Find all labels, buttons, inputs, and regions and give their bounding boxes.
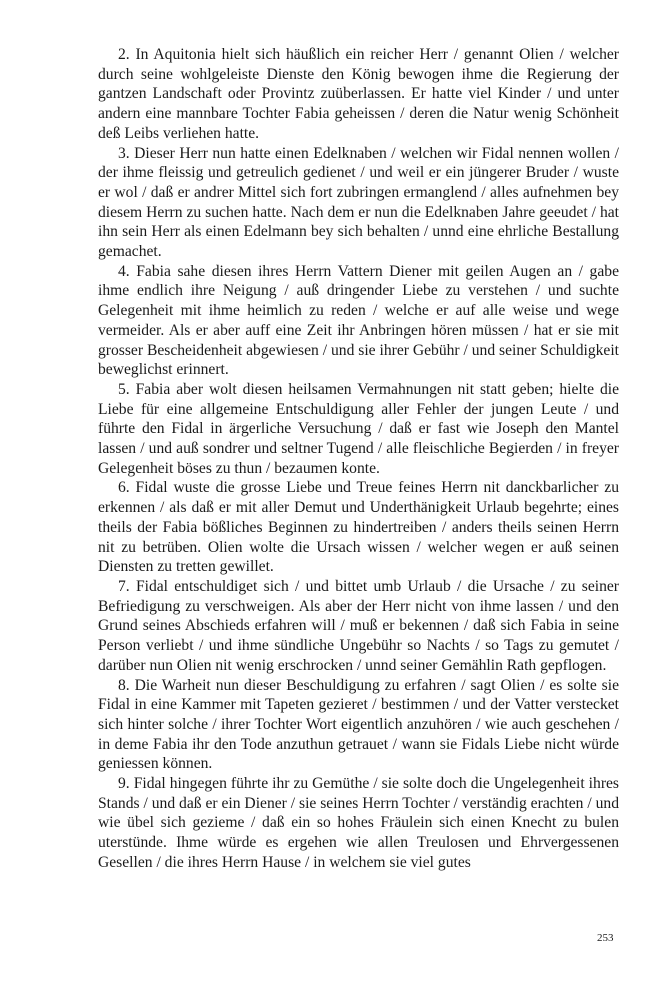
paragraph-3: 3. Dieser Herr nun hatte einen Edelknaben / welchen wir Fidal nennen wollen / der ihme fleissig und getreulich gedienet / und weil er ein jüngerer Bruder / wuste er wol / daß er andrer Mittel sich fort zubringen ermanglend / alles aufnehmen bey diesem Herrn zu suchen hatte. Nach dem er nun die Edelknaben Jahre geeudet / hat ihn sein Herr als einen Edelmann bey sich behalten / unnd eine ehrliche Bestallung gemachet.	[98, 144, 619, 261]
paragraph-2: 2. In Aquitonia hielt sich häußlich ein reicher Herr / genannt Olien / welcher durch seine wohlgeleiste Dienste den König bewogen ihme die Regierung der gantzen Landschaft oder Provintz zuüberlassen. Er hatte viel Kinder / und unter andern eine mannbare Tochter Fabia geheissen / deren die Natur wenig Schönheit deß Leibs verliehen hatte.	[98, 46, 619, 142]
paragraph-8: 8. Die Warheit nun dieser Beschuldigung zu erfahren / sagt Olien / es solte sie Fidal in eine Kammer mit Tapeten gezieret / bestimmen / und der Vatter verstecket sich hinter solche / ihrer Tochter Wort eigentlich anzuhören / wie auch geschehen / in deme Fabia ihr den Tode anzuthun getrauet / wann sie Fidals Liebe nicht würde geniessen können.	[98, 676, 619, 773]
paragraph-4: 4. Fabia sahe diesen ihres Herrn Vattern Diener mit geilen Augen an / gabe ihme endlich ihre Neigung / auß dringender Liebe zu verstehen / und suchte Gelegenheit mit ihme heimlich zu reden / welche er auf alle weise und wege vermeider. Als er aber auff eine Zeit ihr Anbringen hören müssen / hat er sie mit grosser Bescheidenheit abgewiesen / und sie ihrer Gebühr / und seiner Schuldigkeit beweglichst erinnert.	[98, 262, 619, 379]
paragraph-7: 7. Fidal entschuldiget sich / und bittet umb Urlaub / die Ursache / zu seiner Befriedigung zu verschweigen. Als aber der Herr nicht von ihme lassen / und den Grund seines Abschieds erfahren will / muß er bekennen / daß sich Fabia in seine Person verliebt / und ihme sündliche Ungebühr so Nachts / so Tags zu gemutet / darüber nun Olien nit wenig erschrocken / unnd seiner Gemählin Rath gepflogen.	[98, 577, 619, 674]
paragraph-9: 9. Fidal hingegen führte ihr zu Gemüthe / sie solte doch die Ungelegenheit ihres Stands / und daß er ein Diener / sie seines Herrn Tochter / verständig erachten / und wie übel sich gezieme / daß ein so hohes Fräulein sich einen Knecht zu bulen uterstünde. Ihme würde es ergehen wie allen Treulosen und Ehrvergessenen Gesellen / die ihres Herrn Hause / in welchem sie viel gutes	[98, 775, 619, 871]
page-number: 253	[597, 932, 614, 944]
body-text	[98, 45, 619, 873]
paragraph-5: 5. Fabia aber wolt diesen heilsamen Vermahnungen nit statt geben; hielte die Liebe für eine allgemeine Entschuldigung aller Fehler der jungen Leute / und führte den Fidal in ärgerliche Versuchung / daß er fast wie Joseph den Mantel lassen / und auß sondrer und seltner Tugend / alle fleischliche Begierden / in freyer Gelegenheit böses zu thun / bezaumen konte.	[98, 380, 619, 477]
paragraph-6: 6. Fidal wuste die grosse Liebe und Treue feines Herrn nit danckbarlicher zu erkennen / als daß er mit aller Demut und Underthänigkeit Urlaub begehrte; eines theils der Fabia bößliches Beginnen zu hindertreiben / anders theils seinen Herrn nit zu betrüben. Olien wolte die Ursach wissen / welcher wegen er auß seinen Diensten zu tretten gewillet.	[98, 479, 619, 576]
